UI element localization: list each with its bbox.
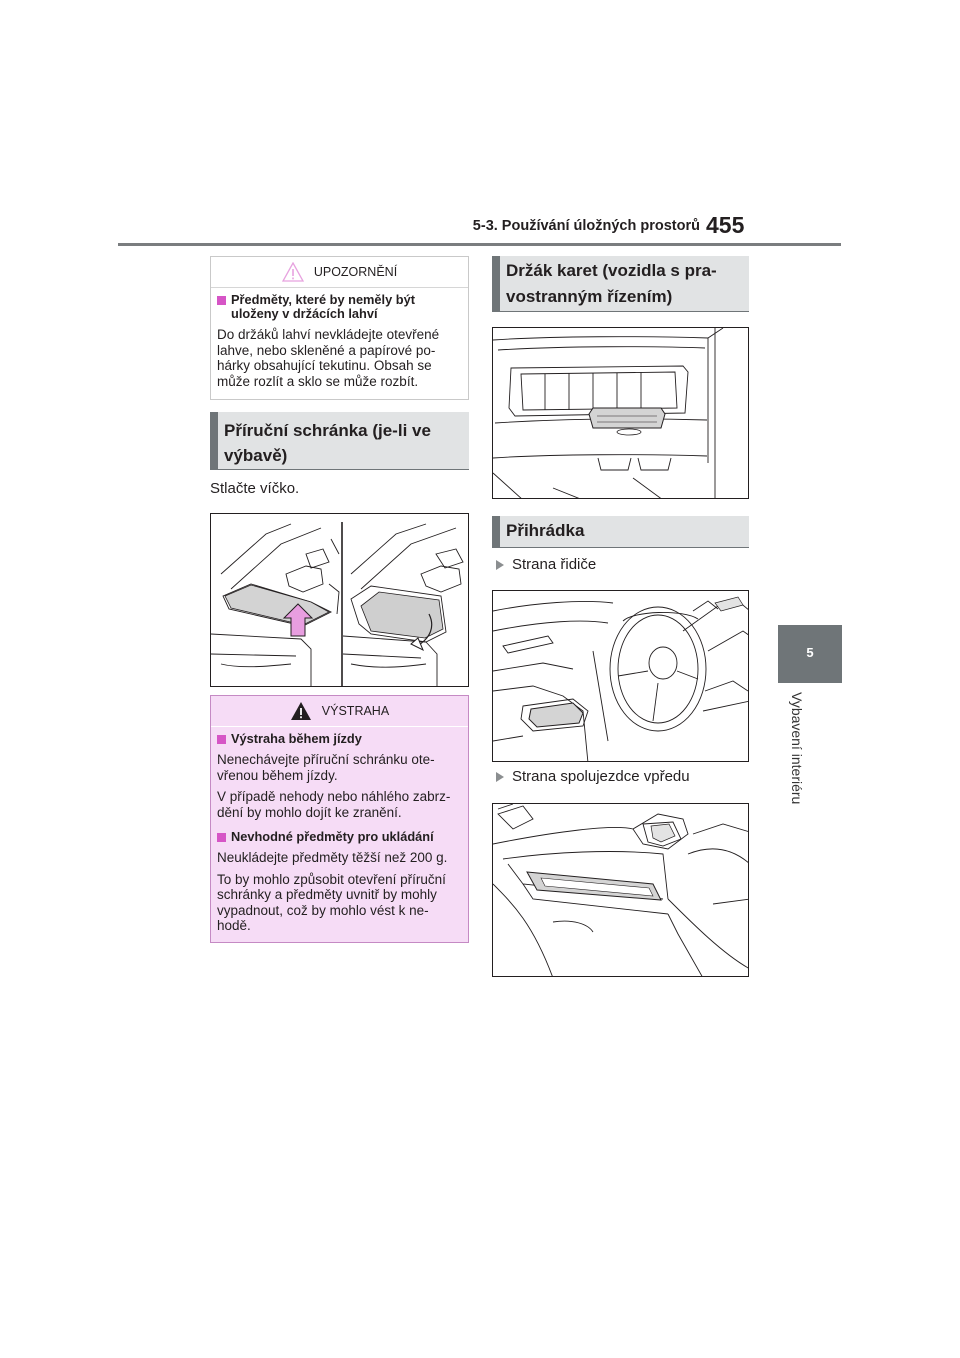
- bullet-arrow-icon: [496, 560, 504, 570]
- notice-box: [210, 256, 469, 400]
- passenger-tray-illustration: [493, 804, 749, 977]
- driver-tray-illustration: [493, 591, 749, 762]
- glovebox-illustration: [211, 514, 469, 687]
- bullet-arrow-icon: [496, 772, 504, 782]
- bullet-square-icon: [217, 833, 226, 842]
- bullet-square-icon: [217, 296, 226, 305]
- section-title: 5-3. Používání úložných prostorů: [472, 218, 700, 234]
- page-number: 455: [706, 212, 745, 238]
- bullet-square-icon: [217, 735, 226, 744]
- chapter-title: Vybavení interiéru: [789, 692, 805, 805]
- header-rule: [118, 243, 841, 246]
- glovebox-instruction: Stlačte víčko.: [210, 480, 300, 497]
- chapter-number: 5: [806, 645, 814, 660]
- driver-side-bullet: [496, 556, 596, 573]
- passenger-side-figure: [492, 803, 749, 977]
- card-holder-figure: [492, 327, 749, 499]
- glovebox-figure: [210, 513, 469, 687]
- caution-icon: [282, 262, 304, 282]
- warning-paragraph: Neukládejte předměty těžší než 200 g.: [217, 850, 448, 865]
- warning-paragraph: To by mohlo způsobit otevření příruční schránky a předměty uvnitř by mohly vypadnout, což by mohlo vést k ne-hodě.: [217, 871, 446, 933]
- tray-heading: Přihrádka: [492, 516, 749, 548]
- notice-header: [211, 257, 468, 287]
- notice-label: UPOZORNĚNÍ: [313, 265, 398, 279]
- driver-side-label: Strana řidiče: [512, 556, 597, 573]
- notice-text: Do držáků lahví nevkládejte otevřené lahve, nebo skleněné a papírové po-hárky obsahující tekutinu. Obsah se může rozlít a sklo se může rozbít.: [217, 327, 440, 389]
- card-holder-illustration: [493, 328, 749, 499]
- passenger-side-label: Strana spolujezdce vpředu: [512, 768, 690, 785]
- card-holder-heading: Držák karet (vozidla s pra-vostranným řízením): [492, 256, 749, 312]
- warning-header: [211, 696, 468, 726]
- warning-subtitle-1: [217, 732, 462, 746]
- glovebox-heading: Příruční schránka (je-li ve výbavě): [210, 412, 469, 470]
- notice-subtitle-text: Předměty, které by neměly být uloženy v držácích lahví: [231, 292, 415, 321]
- passenger-side-bullet: [496, 768, 690, 785]
- warning-box: [210, 695, 469, 943]
- warning-subtitle-2: [217, 830, 462, 844]
- warning-subtitle-text: Nevhodné předměty pro ukládání: [231, 829, 434, 844]
- warning-paragraph: V případě nehody nebo náhlého zabrz-dění by mohlo dojít ke zranění.: [217, 789, 451, 820]
- warning-icon: [290, 701, 312, 721]
- notice-subtitle: [217, 293, 462, 321]
- warning-subtitle-text: Výstraha během jízdy: [231, 731, 362, 746]
- warning-label: VÝSTRAHA: [321, 704, 390, 718]
- driver-side-figure: [492, 590, 749, 762]
- warning-paragraph: Nenechávejte příruční schránku ote-vřenou během jízdy.: [217, 752, 435, 783]
